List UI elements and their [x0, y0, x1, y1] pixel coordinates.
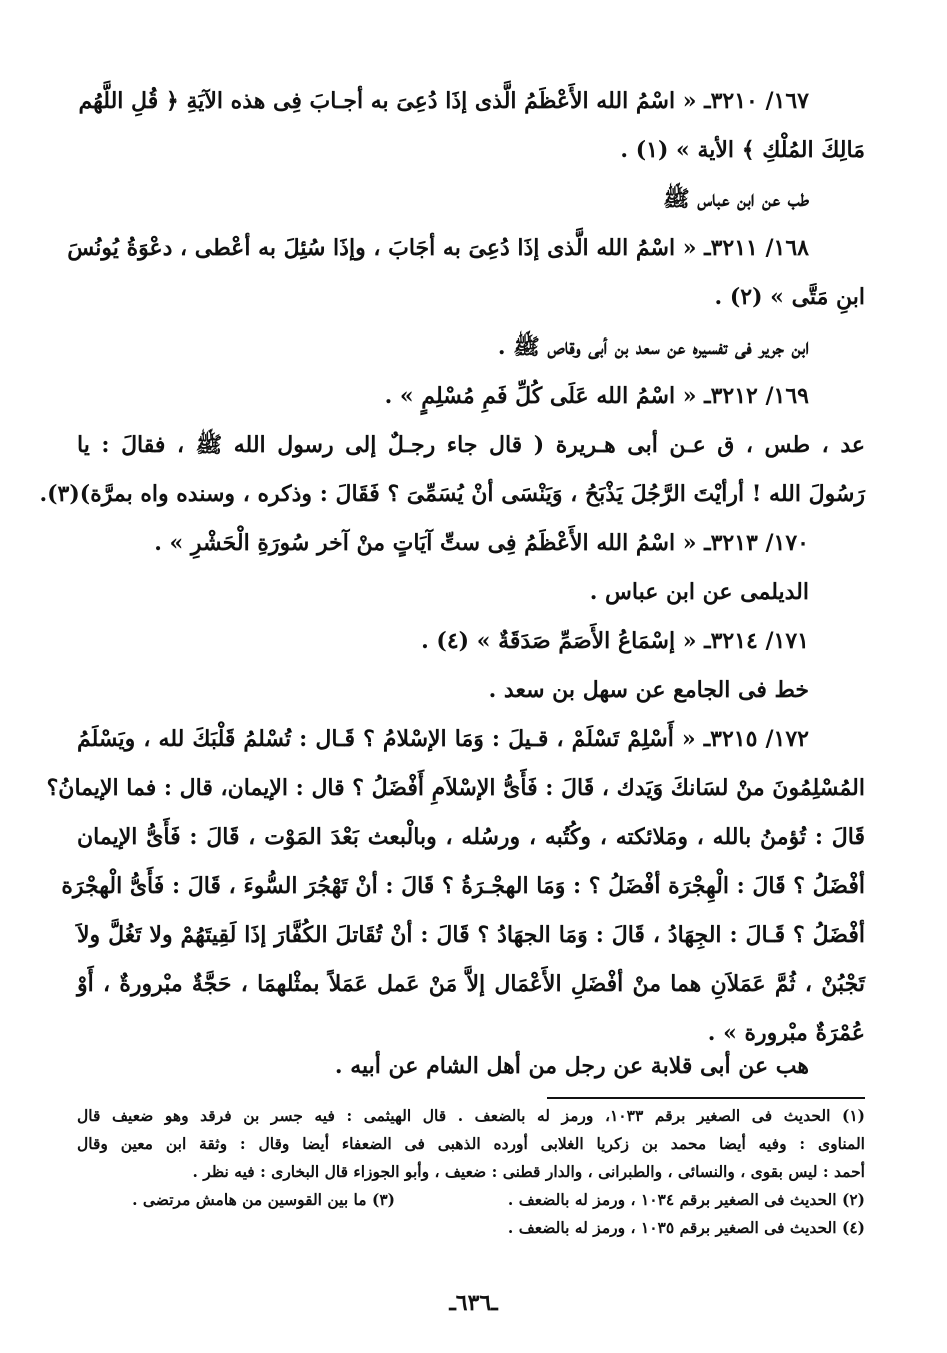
footnote-2: (٢) الحديث فى الصغير برقم ١٠٣٤ ، ورمز له بالضعف .	[507, 1190, 865, 1209]
footnote-3: (٣) ما بين القوسين من هامش مرتضى .	[132, 1190, 395, 1209]
hadith-172-line-2: المُسْلِمُونَ منْ لسَانكَ وَيَدك ، قَالَ : فَأَىُّ الإسْلاَمِ أَفْضَلُ ؟ قال : الإيمان، قال : فما الإيمانُ؟	[46, 775, 865, 801]
hadith-172-line-3: قَالَ : تُؤمنُ بالله ، ومَلائكته ، وكُتُبه ، ورسُله ، وبالْبعث بَعْدَ المَوْت ، قَالَ : فَأَىُّ الإيمان	[77, 824, 865, 850]
hadith-172-line-6: تَجْبُنْ ، ثُمَّ عَمَلاَنِ هما منْ أفْضَلِ الأَعْمَال إلاَّ مَنْ عَمل عَمَلاً بمثْلهمَا ، حَجَّةٌ مبْرورةٌ ، أَوْ	[77, 971, 865, 997]
source-line-170: الديلمى عن ابن عباس .	[589, 579, 809, 605]
footnote-1-line-1: (١) الحديث فى الصغير برقم ١٠٣٣، ورمز له بالضعف . قال الهيثمى : فيه جسر بن فرقد وهو ضعيف قال	[77, 1106, 865, 1125]
footnote-1-line-2: المناوى : وفيه أيضا محمد بن زكريا الغلابى أورده الذهبى فى الضعفاء أيضا وقال : وثقة ابن معين وقال	[77, 1134, 865, 1153]
source-line-171: خط فى الجامع عن سهل بن سعد .	[488, 677, 809, 703]
hadith-172-line-7: عُمْرَةٌ مبْرورة » .	[707, 1020, 865, 1046]
hadith-168-line-2: ابنِ مَتَّى » (٢) .	[714, 284, 865, 310]
footnote-row-2-3	[77, 1186, 865, 1213]
hadith-170-line-1: ١٧٠/ ٣٢١٣ـ « اسْمُ الله الأَعْظَمُ فِى ستِّ آيَاتٍ منْ آخر سُورَةِ الْحَشْرِ » .	[154, 530, 809, 556]
hadith-167-line-1: ١٦٧/ ٣٢١٠ـ « اسْمُ الله الأَعْظَمُ الَّذى إذَا دُعِىَ به أجـابَ فِى هذه الآيَةِ ﴿ قُلِ اللَّهُم	[78, 88, 809, 114]
source-line-172: هب عن أبى قلابة عن رجل من أهل الشام عن أبيه .	[334, 1053, 809, 1079]
page-number: ـ٦٣٦ـ	[449, 1290, 498, 1316]
source-line-169-2: رَسُولَ الله ! أرأيْتَ الرَّجُلَ يَذْبَحُ ، وَيَنْسَى أنْ يُسَمِّىَ ؟ فَقَالَ : وذكره ، وسنده واه بمرَّة)(٣).	[39, 481, 865, 507]
source-line-169-1: عد ، طس ، ق عـن أبى هـريرة ( قال جاء رجـلٌ إلى رسول الله ﷺ ، فقالَ : يا	[77, 432, 865, 458]
hadith-172-line-1: ١٧٢/ ٣٢١٥ـ « أَسْلِمْ تَسْلَمْ ، قـيلَ : وَمَا الإسْلامُ ؟ قَـال : تُسْلمُ قَلْبَكَ لله ، ويَسْلَمُ	[77, 726, 809, 752]
hadith-169-line-1: ١٦٩/ ٣٢١٢ـ « اسْمُ الله عَلَى كُلِّ فَمِ مُسْلِمٍ » .	[384, 383, 809, 409]
hadith-172-line-5: أفْضَلُ ؟ قَـالَ : الجِهَادُ ، قَالَ : وَمَا الجهَادُ ؟ قَالَ : أنْ تُقَاتلَ الكُفَّارَ إذَا لَقِيتَهُمْ ولا تَغُلَّ ولاَ	[77, 922, 865, 948]
footnote-1-line-3: أحمد : ليس بقوى ، والنسائى ، والطبرانى ، والدار قطنى : ضعيف ، وأبو الجوزاء قال البخارى : فيه نظر .	[192, 1162, 865, 1181]
hadith-171-line-1: ١٧١/ ٣٢١٤ـ « إسْمَاعُ الأَصَمِّ صَدَقَةٌ » (٤) .	[421, 628, 809, 654]
footnote-divider	[547, 1097, 865, 1099]
hadith-168-line-1: ١٦٨/ ٣٢١١ـ « اسْمُ الله الَّذى إذَا دُعِىَ به أجَابَ ، وإذَا سُئِلَ به أعْطى ، دعْوَةُ يُونُسَ	[67, 235, 809, 261]
source-line-168: ابن جرير فى تفسيره عن سعد بن أبى وقاص ﷺ .	[497, 334, 809, 360]
footnote-4: (٤) الحديث فى الصغير برقم ١٠٣٥ ، ورمز له بالضعف .	[507, 1218, 865, 1237]
source-line-167: طب عن ابن عباس ﷺ	[663, 186, 809, 212]
hadith-167-line-2: مَالِكَ المُلْكِ ﴾ الأية » (١) .	[620, 137, 865, 163]
hadith-172-line-4: أفْضَلُ ؟ قَالَ : الْهِجْرَة أفْضَلُ ؟ : وَمَا الهجْـرَةُ ؟ قَالَ : أنْ تَهْجُرَ السُّوءَ ، قَالَ : فَأَىُّ الْهجْرَة	[61, 873, 865, 899]
